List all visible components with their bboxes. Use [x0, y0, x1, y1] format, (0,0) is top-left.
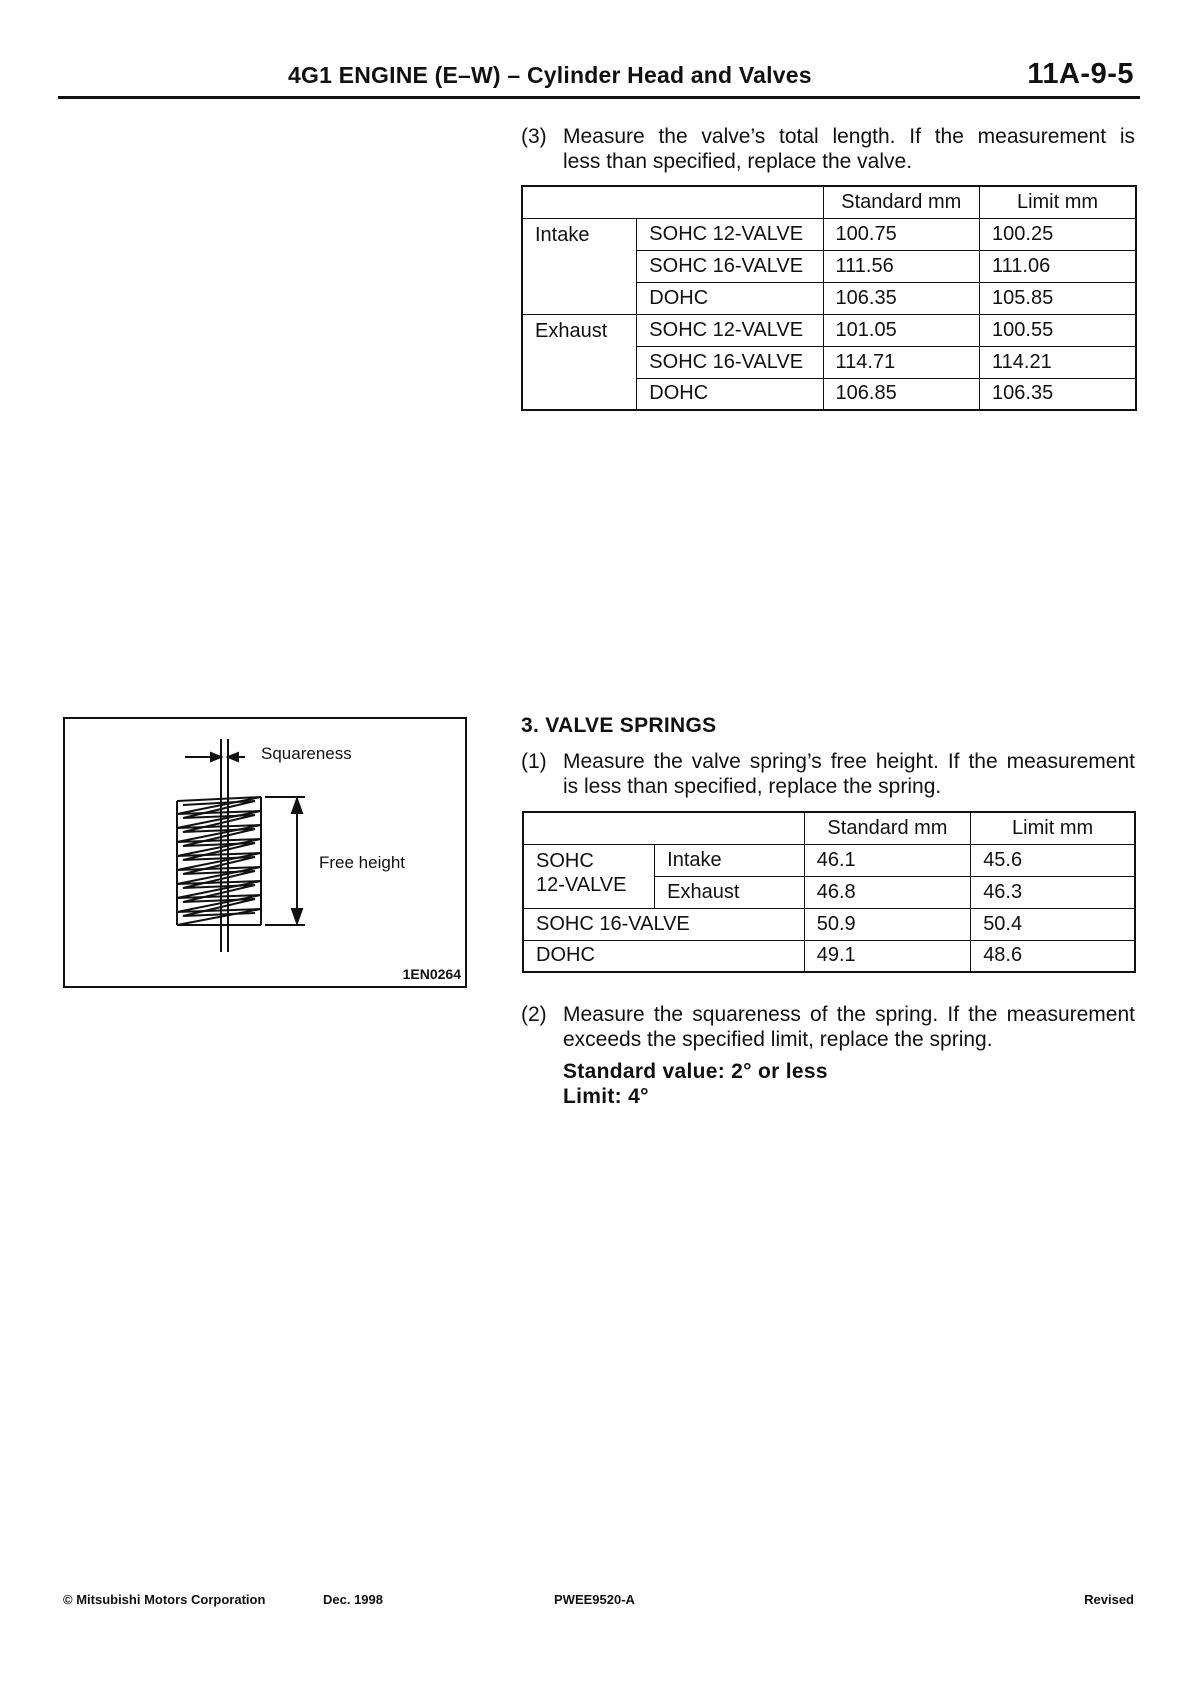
table-header-standard: Standard mm: [823, 186, 979, 218]
table-row: [522, 218, 1136, 250]
step-text-line2: less than specified, replace the valve.: [563, 150, 913, 173]
footer-doc-code: PWEE9520-A: [554, 1592, 635, 1607]
valve-type: DOHC: [637, 378, 823, 410]
step-text-line1: Measure the squareness of the spring. If the measurement: [563, 1003, 1135, 1026]
step-text-line1: Measure the valve spring’s free height. If the measurement: [563, 750, 1135, 773]
standard-value: 111.56: [823, 250, 979, 282]
limit-value: 111.06: [980, 250, 1136, 282]
squareness-label: Squareness: [261, 744, 352, 763]
step-number: (3): [521, 125, 547, 148]
spring-step-2: [521, 1002, 1135, 1052]
limit-value: 50.4: [971, 908, 1135, 940]
footer-date: Dec. 1998: [323, 1592, 383, 1607]
step-text-line1: Measure the valve’s total length. If the measurement is: [563, 125, 1135, 148]
table-header-blank: [523, 812, 804, 844]
spring-type: DOHC: [523, 940, 804, 972]
group-label-exhaust: Exhaust: [522, 314, 637, 410]
limit-value: 114.21: [980, 346, 1136, 378]
spring-type: Intake: [655, 844, 805, 876]
standard-value: 46.8: [804, 876, 970, 908]
step-number: (2): [521, 1003, 547, 1026]
table-row: [522, 314, 1136, 346]
standard-value: 114.71: [823, 346, 979, 378]
step-text-line2: is less than specified, replace the spring.: [563, 775, 942, 798]
valve-type: SOHC 12-VALVE: [637, 218, 823, 250]
valve-type: SOHC 12-VALVE: [637, 314, 823, 346]
limit-value: 100.55: [980, 314, 1136, 346]
table-header-standard: Standard mm: [804, 812, 970, 844]
step-number: (1): [521, 750, 547, 773]
valve-length-table: [521, 185, 1137, 411]
table-row: [523, 940, 1135, 972]
standard-value: 49.1: [804, 940, 970, 972]
footer-copyright: © Mitsubishi Motors Corporation: [63, 1592, 266, 1607]
standard-value: 50.9: [804, 908, 970, 940]
standard-value: 46.1: [804, 844, 970, 876]
table-header-blank: [522, 186, 823, 218]
figure-id: 1EN0264: [402, 966, 461, 982]
limit-value: 46.3: [971, 876, 1135, 908]
standard-value: 106.35: [823, 282, 979, 314]
spring-step-1: [521, 749, 1135, 799]
table-row: [523, 844, 1135, 876]
page-title: 4G1 ENGINE (E–W) – Cylinder Head and Valves: [288, 62, 812, 88]
table-header-row: [522, 186, 1136, 218]
section-heading: 3. VALVE SPRINGS: [521, 714, 717, 737]
valve-type: SOHC 16-VALVE: [637, 346, 823, 378]
standard-value: 106.85: [823, 378, 979, 410]
step-text-line2: exceeds the specified limit, replace the spring.: [563, 1028, 993, 1051]
spring-type: SOHC 16-VALVE: [523, 908, 804, 940]
standard-value: 100.75: [823, 218, 979, 250]
group-label-intake: Intake: [522, 218, 637, 314]
standard-value-spec: Standard value: 2° or less: [563, 1060, 828, 1083]
limit-value: 100.25: [980, 218, 1136, 250]
valve-type: SOHC 16-VALVE: [637, 250, 823, 282]
valve-type: DOHC: [637, 282, 823, 314]
valve-spring-table: [522, 811, 1136, 973]
table-header-limit: Limit mm: [980, 186, 1136, 218]
spring-type: Exhaust: [655, 876, 805, 908]
table-row: [523, 908, 1135, 940]
page-number: 11A-9-5: [1027, 58, 1134, 90]
limit-value: 48.6: [971, 940, 1135, 972]
group-label-sohc12: SOHC 12-VALVE: [523, 844, 655, 908]
limit-value: 45.6: [971, 844, 1135, 876]
table-header-limit: Limit mm: [971, 812, 1135, 844]
valve-spring-figure: [63, 717, 467, 988]
limit-value: 106.35: [980, 378, 1136, 410]
footer-status: Revised: [1084, 1592, 1134, 1607]
header-rule: [58, 96, 1140, 99]
free-height-label: Free height: [319, 853, 405, 872]
limit-value: 105.85: [980, 282, 1136, 314]
table-header-row: [523, 812, 1135, 844]
limit-spec: Limit: 4°: [563, 1085, 649, 1108]
step-3: [521, 124, 1135, 174]
standard-value: 101.05: [823, 314, 979, 346]
